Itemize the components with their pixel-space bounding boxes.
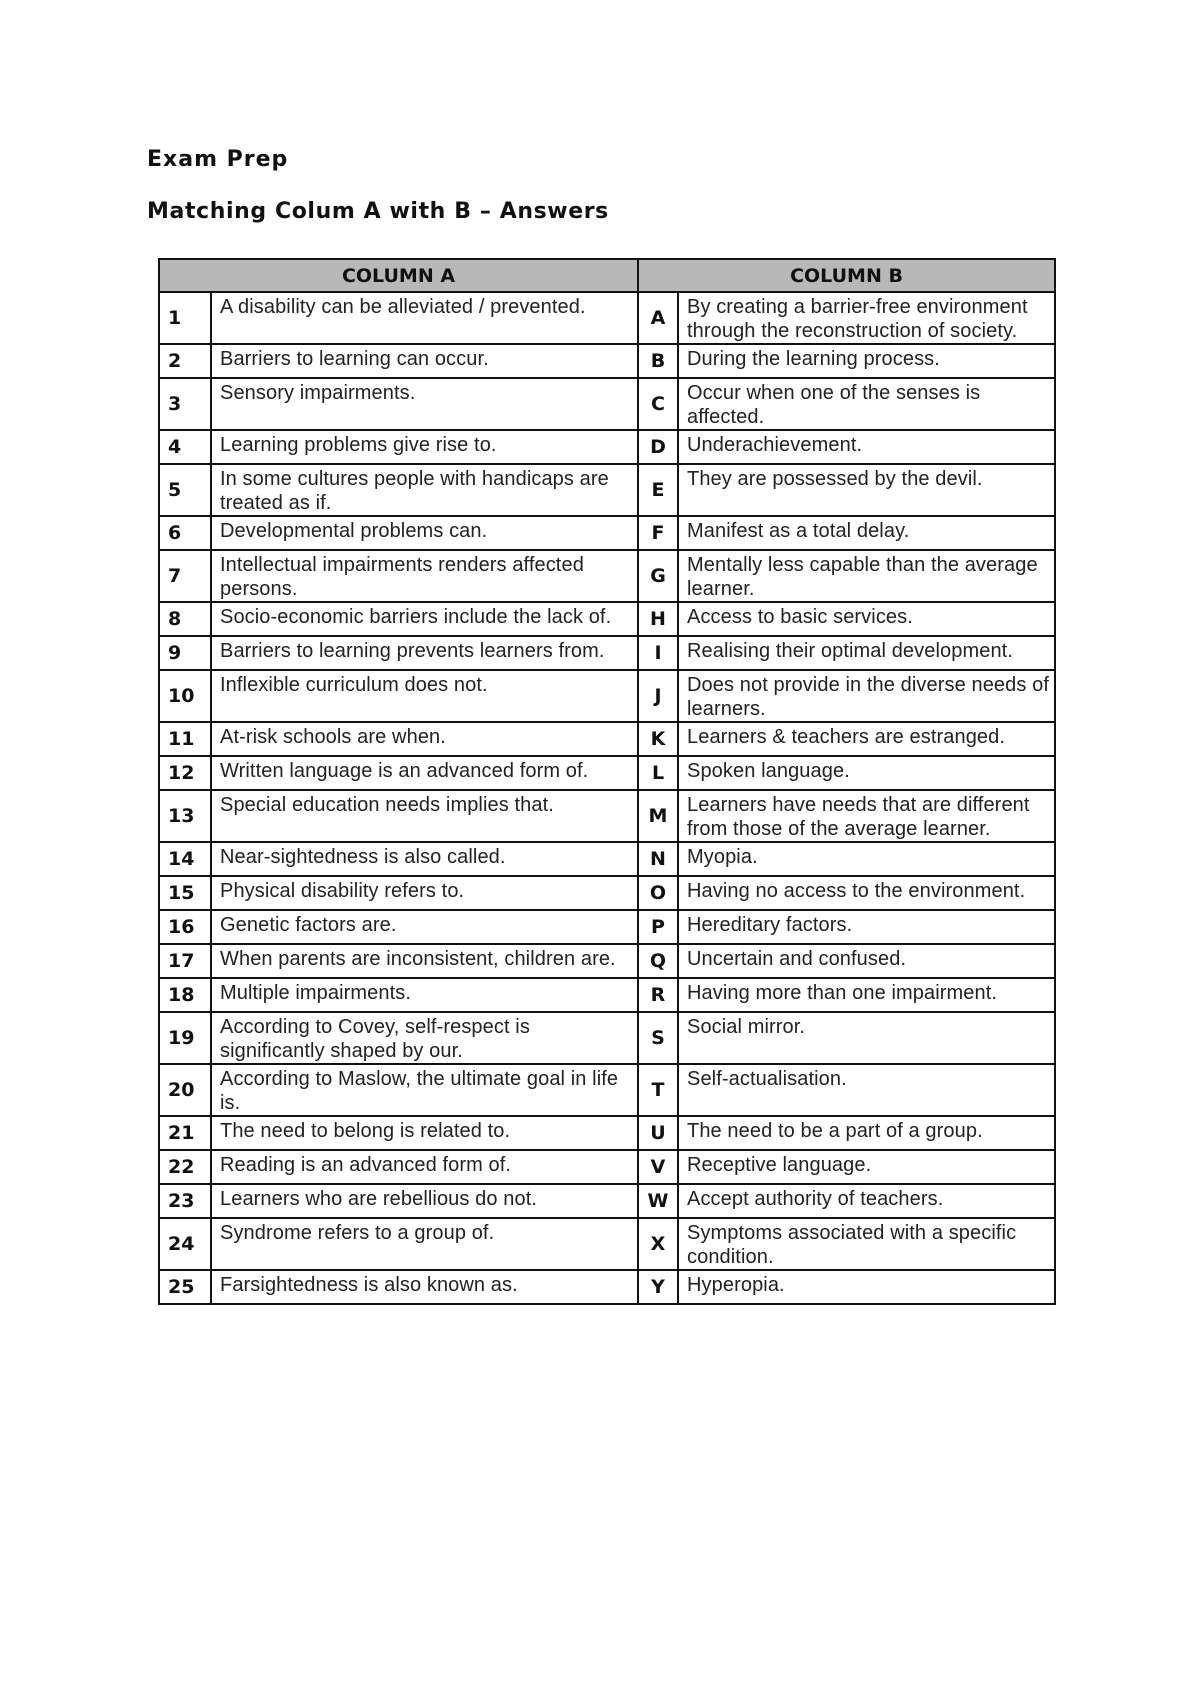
column-a-text: Barriers to learning can occur.	[211, 344, 638, 378]
column-b-text: Manifest as a total delay.	[678, 516, 1055, 550]
item-number: 9	[159, 636, 211, 670]
table-row	[159, 602, 1055, 636]
column-b-text: Self-actualisation.	[678, 1064, 1055, 1116]
answer-letter: P	[638, 910, 678, 944]
item-number: 24	[159, 1218, 211, 1270]
column-b-text: Realising their optimal development.	[678, 636, 1055, 670]
table-row	[159, 876, 1055, 910]
column-b-text: Social mirror.	[678, 1012, 1055, 1064]
answer-letter: X	[638, 1218, 678, 1270]
item-number: 13	[159, 790, 211, 842]
item-number: 19	[159, 1012, 211, 1064]
answer-letter: M	[638, 790, 678, 842]
column-b-text: Does not provide in the diverse needs of learners.	[678, 670, 1055, 722]
item-number: 21	[159, 1116, 211, 1150]
item-number: 3	[159, 378, 211, 430]
answer-letter: T	[638, 1064, 678, 1116]
column-a-text: Physical disability refers to.	[211, 876, 638, 910]
column-a-text: Special education needs implies that.	[211, 790, 638, 842]
table-row	[159, 1064, 1055, 1116]
column-b-text: They are possessed by the devil.	[678, 464, 1055, 516]
answer-letter: H	[638, 602, 678, 636]
answer-letter: Y	[638, 1270, 678, 1304]
item-number: 2	[159, 344, 211, 378]
table-header-row	[159, 259, 1055, 292]
column-b-text: The need to be a part of a group.	[678, 1116, 1055, 1150]
matching-table	[158, 258, 1056, 1305]
item-number: 12	[159, 756, 211, 790]
page-title: Exam Prep	[147, 147, 289, 172]
table-row	[159, 790, 1055, 842]
item-number: 6	[159, 516, 211, 550]
answer-letter: D	[638, 430, 678, 464]
table-row	[159, 756, 1055, 790]
item-number: 23	[159, 1184, 211, 1218]
column-b-text: Having more than one impairment.	[678, 978, 1055, 1012]
table-row	[159, 464, 1055, 516]
column-a-text: When parents are inconsistent, children are.	[211, 944, 638, 978]
column-a-text: Reading is an advanced form of.	[211, 1150, 638, 1184]
item-number: 16	[159, 910, 211, 944]
column-a-text: The need to belong is related to.	[211, 1116, 638, 1150]
column-b-text: Underachievement.	[678, 430, 1055, 464]
answer-letter: S	[638, 1012, 678, 1064]
column-a-text: Inflexible curriculum does not.	[211, 670, 638, 722]
column-b-text: Myopia.	[678, 842, 1055, 876]
table-row	[159, 550, 1055, 602]
column-b-text: Learners & teachers are estranged.	[678, 722, 1055, 756]
item-number: 15	[159, 876, 211, 910]
item-number: 4	[159, 430, 211, 464]
answer-letter: L	[638, 756, 678, 790]
column-a-text: Intellectual impairments renders affected persons.	[211, 550, 638, 602]
table-row	[159, 978, 1055, 1012]
column-a-text: According to Covey, self-respect is significantly shaped by our.	[211, 1012, 638, 1064]
column-b-text: Hereditary factors.	[678, 910, 1055, 944]
column-b-text: Uncertain and confused.	[678, 944, 1055, 978]
table-row	[159, 910, 1055, 944]
table-row	[159, 944, 1055, 978]
answer-letter: R	[638, 978, 678, 1012]
answer-letter: F	[638, 516, 678, 550]
table-row	[159, 430, 1055, 464]
table-row	[159, 1116, 1055, 1150]
column-b-text: Symptoms associated with a specific condition.	[678, 1218, 1055, 1270]
table-row	[159, 1270, 1055, 1304]
answer-letter: V	[638, 1150, 678, 1184]
table-row	[159, 1012, 1055, 1064]
column-a-text: Written language is an advanced form of.	[211, 756, 638, 790]
answer-letter: B	[638, 344, 678, 378]
table-row	[159, 1150, 1055, 1184]
column-b-text: Having no access to the environment.	[678, 876, 1055, 910]
answer-letter: N	[638, 842, 678, 876]
item-number: 11	[159, 722, 211, 756]
column-a-text: Genetic factors are.	[211, 910, 638, 944]
column-b-text: Spoken language.	[678, 756, 1055, 790]
item-number: 8	[159, 602, 211, 636]
table-row	[159, 722, 1055, 756]
answer-letter: E	[638, 464, 678, 516]
column-a-text: According to Maslow, the ultimate goal in life is.	[211, 1064, 638, 1116]
item-number: 18	[159, 978, 211, 1012]
item-number: 10	[159, 670, 211, 722]
column-b-header: COLUMN B	[638, 259, 1055, 292]
answer-letter: Q	[638, 944, 678, 978]
column-a-header: COLUMN A	[159, 259, 638, 292]
answer-letter: A	[638, 292, 678, 344]
column-a-text: Multiple impairments.	[211, 978, 638, 1012]
column-b-text: Access to basic services.	[678, 602, 1055, 636]
table-row	[159, 636, 1055, 670]
column-b-text: Occur when one of the senses is affected.	[678, 378, 1055, 430]
item-number: 22	[159, 1150, 211, 1184]
table-row	[159, 1184, 1055, 1218]
column-a-text: Farsightedness is also known as.	[211, 1270, 638, 1304]
column-a-text: Syndrome refers to a group of.	[211, 1218, 638, 1270]
answer-letter: U	[638, 1116, 678, 1150]
column-a-text: Learners who are rebellious do not.	[211, 1184, 638, 1218]
item-number: 17	[159, 944, 211, 978]
column-b-text: Mentally less capable than the average learner.	[678, 550, 1055, 602]
column-a-text: In some cultures people with handicaps are treated as if.	[211, 464, 638, 516]
column-b-text: Hyperopia.	[678, 1270, 1055, 1304]
item-number: 20	[159, 1064, 211, 1116]
column-a-text: Socio-economic barriers include the lack of.	[211, 602, 638, 636]
column-a-text: At-risk schools are when.	[211, 722, 638, 756]
column-a-text: Sensory impairments.	[211, 378, 638, 430]
answer-letter: W	[638, 1184, 678, 1218]
item-number: 1	[159, 292, 211, 344]
answer-letter: K	[638, 722, 678, 756]
table-row	[159, 292, 1055, 344]
item-number: 25	[159, 1270, 211, 1304]
column-b-text: Learners have needs that are different from those of the average learner.	[678, 790, 1055, 842]
answer-letter: G	[638, 550, 678, 602]
column-a-text: A disability can be alleviated / prevented.	[211, 292, 638, 344]
table-row	[159, 670, 1055, 722]
answer-letter: C	[638, 378, 678, 430]
column-a-text: Learning problems give rise to.	[211, 430, 638, 464]
table-row	[159, 842, 1055, 876]
table-row	[159, 344, 1055, 378]
answer-letter: I	[638, 636, 678, 670]
item-number: 7	[159, 550, 211, 602]
page-subtitle: Matching Colum A with B – Answers	[147, 199, 609, 224]
column-a-text: Near-sightedness is also called.	[211, 842, 638, 876]
column-a-text: Developmental problems can.	[211, 516, 638, 550]
answer-letter: O	[638, 876, 678, 910]
table-row	[159, 516, 1055, 550]
column-b-text: By creating a barrier-free environment through the reconstruction of society.	[678, 292, 1055, 344]
column-b-text: Receptive language.	[678, 1150, 1055, 1184]
item-number: 5	[159, 464, 211, 516]
item-number: 14	[159, 842, 211, 876]
table-row	[159, 1218, 1055, 1270]
table-row	[159, 378, 1055, 430]
answer-letter: J	[638, 670, 678, 722]
column-b-text: Accept authority of teachers.	[678, 1184, 1055, 1218]
column-a-text: Barriers to learning prevents learners from.	[211, 636, 638, 670]
column-b-text: During the learning process.	[678, 344, 1055, 378]
